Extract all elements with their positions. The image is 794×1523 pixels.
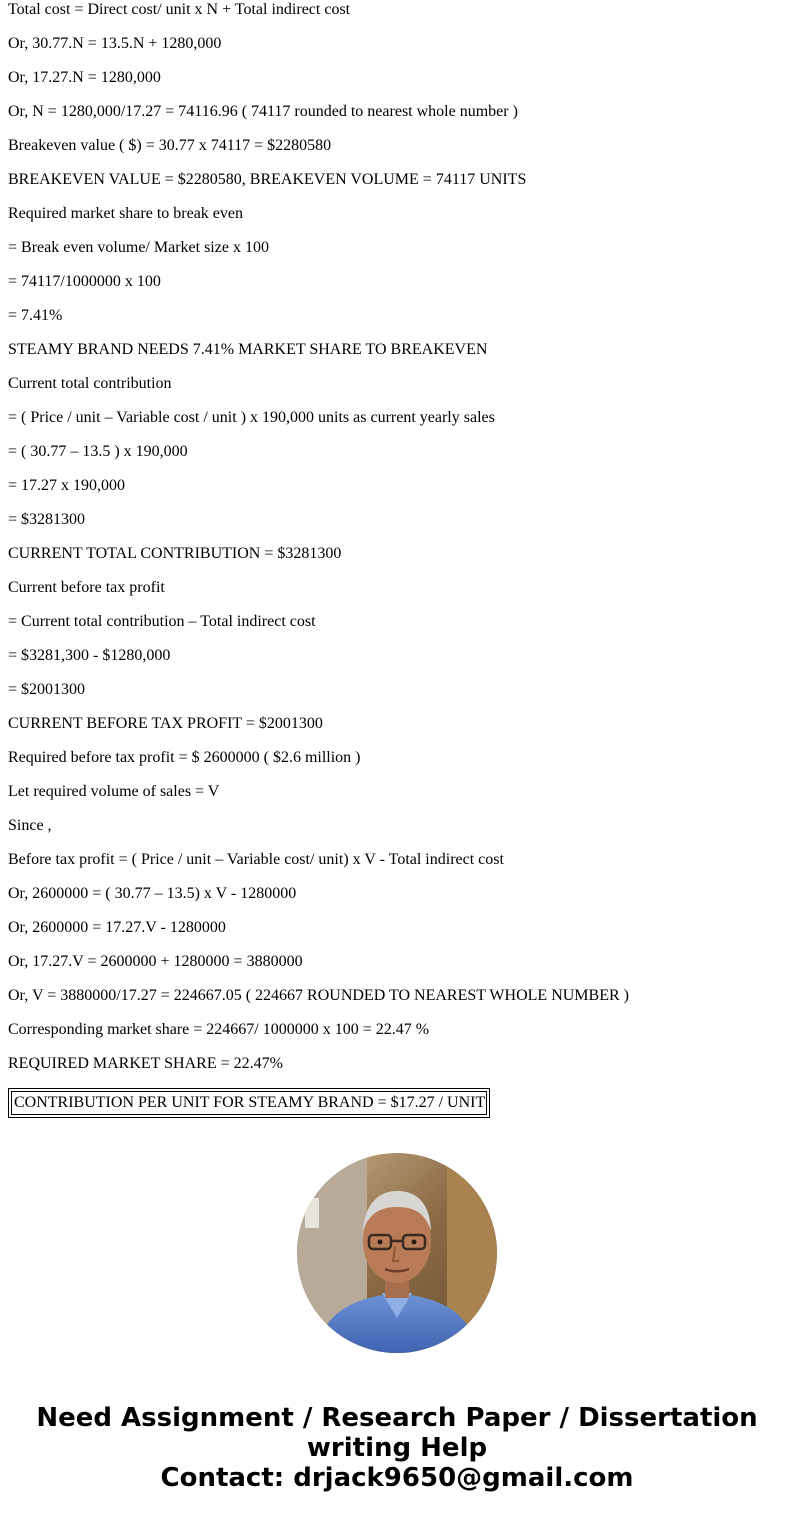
solution-line: = ( Price / unit – Variable cost / unit ) x 190,000 units as current yearly sales — [8, 409, 495, 426]
author-photo-icon — [297, 1153, 497, 1353]
solution-line: Total cost = Direct cost/ unit x N + Total indirect cost — [8, 1, 351, 18]
solution-line: Since , — [8, 817, 52, 834]
result-box — [8, 1088, 490, 1118]
solution-line: Or, V = 3880000/17.27 = 224667.05 ( 224667 ROUNDED TO NEAREST WHOLE NUMBER ) — [8, 987, 629, 1004]
solution-line: CURRENT TOTAL CONTRIBUTION = $3281300 — [8, 545, 342, 562]
author-avatar — [297, 1153, 497, 1353]
solution-line: = 17.27 x 190,000 — [8, 477, 126, 494]
solution-line: BREAKEVEN VALUE = $2280580, BREAKEVEN VOLUME = 74117 UNITS — [8, 171, 527, 188]
solution-line: Or, 2600000 = ( 30.77 – 13.5) x V - 1280000 — [8, 885, 297, 902]
promo-line-2: writing Help — [306, 1433, 488, 1463]
solution-line: = ( 30.77 – 13.5 ) x 190,000 — [8, 443, 188, 460]
promo-banner — [0, 1403, 794, 1493]
solution-line: REQUIRED MARKET SHARE = 22.47% — [8, 1055, 283, 1072]
solution-line: Current before tax profit — [8, 579, 165, 596]
solution-line: Corresponding market share = 224667/ 1000000 x 100 = 22.47 % — [8, 1021, 430, 1038]
solution-line: Current total contribution — [8, 375, 172, 392]
result-text: CONTRIBUTION PER UNIT FOR STEAMY BRAND = $17.27 / UNIT — [11, 1091, 487, 1115]
solution-line: = Current total contribution – Total indirect cost — [8, 613, 316, 630]
solution-line: = $3281,300 - $1280,000 — [8, 647, 171, 664]
solution-text — [8, 0, 788, 1088]
solution-line: Before tax profit = ( Price / unit – Variable cost/ unit) x V - Total indirect cost — [8, 851, 504, 868]
solution-line: Breakeven value ( $) = 30.77 x 74117 = $2280580 — [8, 137, 332, 154]
solution-line: Or, N = 1280,000/17.27 = 74116.96 ( 74117 rounded to nearest whole number ) — [8, 103, 518, 120]
solution-line: = $3281300 — [8, 511, 86, 528]
solution-line: Or, 2600000 = 17.27.V - 1280000 — [8, 919, 226, 936]
solution-line: CURRENT BEFORE TAX PROFIT = $2001300 — [8, 715, 323, 732]
solution-line: = Break even volume/ Market size x 100 — [8, 239, 269, 256]
solution-line: = 74117/1000000 x 100 — [8, 273, 161, 290]
solution-line: = 7.41% — [8, 307, 63, 324]
solution-line: Required before tax profit = $ 2600000 ( $2.6 million ) — [8, 749, 361, 766]
solution-line: Or, 30.77.N = 13.5.N + 1280,000 — [8, 35, 222, 52]
solution-line: Let required volume of sales = V — [8, 783, 220, 800]
solution-line: Required market share to break even — [8, 205, 244, 222]
solution-line: Or, 17.27.V = 2600000 + 1280000 = 3880000 — [8, 953, 303, 970]
solution-line: = $2001300 — [8, 681, 86, 698]
promo-line-1: Need Assignment / Research Paper / Dissertation — [36, 1403, 758, 1433]
promo-contact: Contact: drjack9650@gmail.com — [160, 1463, 634, 1493]
solution-line: STEAMY BRAND NEEDS 7.41% MARKET SHARE TO BREAKEVEN — [8, 341, 488, 358]
solution-line: Or, 17.27.N = 1280,000 — [8, 69, 161, 86]
